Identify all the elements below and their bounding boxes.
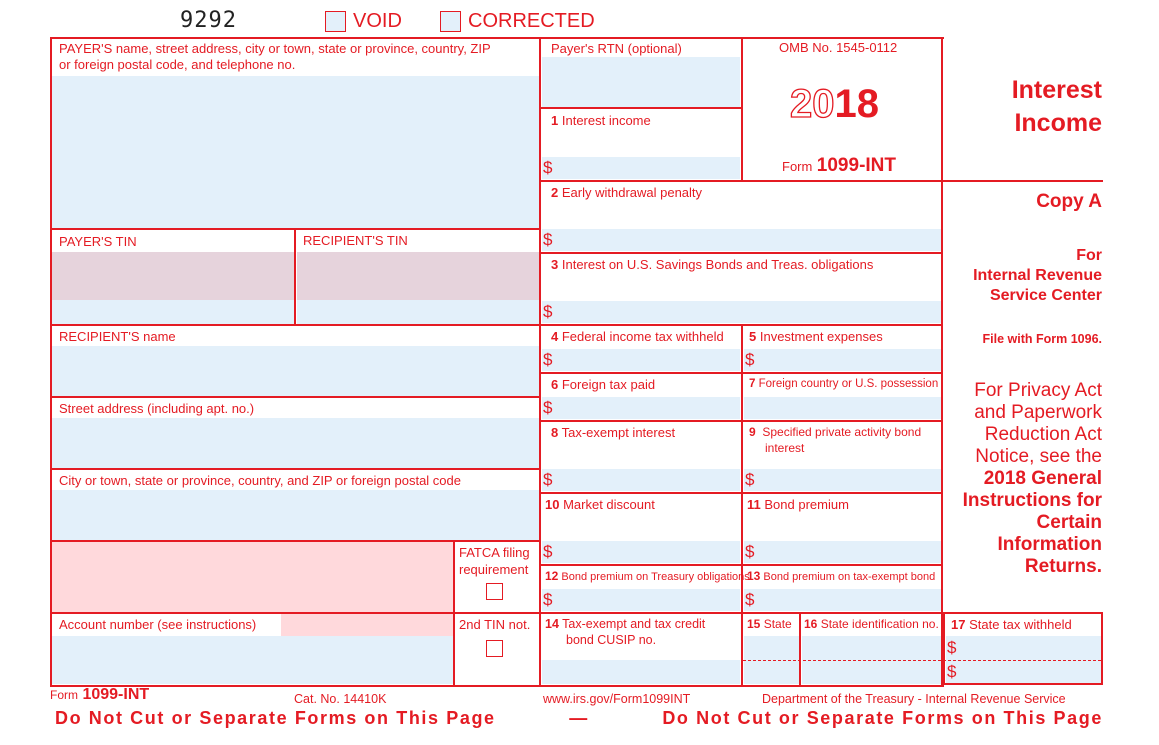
street-address-label: Street address (including apt. no.) bbox=[59, 401, 255, 416]
tax-year-outline: 20 bbox=[790, 82, 835, 126]
box5-label: 5 Investment expenses bbox=[749, 329, 883, 344]
box12-label: 12 Bond premium on Treasury obligations bbox=[545, 569, 750, 583]
box9-dollar: $ bbox=[745, 470, 755, 489]
payer-tin-label: PAYER'S TIN bbox=[59, 234, 137, 249]
payer-name-label: PAYER'S name, street address, city or town, state or province, country, ZIP bbox=[59, 41, 491, 56]
void-label: VOID bbox=[353, 10, 402, 32]
box9-label: 9 Specified private activity bond bbox=[749, 425, 922, 439]
omb-number: OMB No. 1545-0112 bbox=[779, 40, 898, 55]
box17-dollar-2: $ bbox=[947, 662, 957, 681]
box10-dollar: $ bbox=[543, 542, 553, 561]
box11-dollar: $ bbox=[745, 542, 755, 561]
omb-form-name: Form 1099-INT bbox=[782, 155, 896, 176]
box1-label: 1 Interest income bbox=[551, 113, 651, 128]
void-checkbox[interactable] bbox=[325, 11, 346, 32]
corrected-checkbox[interactable] bbox=[440, 11, 461, 32]
second-tin-checkbox[interactable] bbox=[486, 640, 503, 657]
box14-label-2: bond CUSIP no. bbox=[566, 633, 657, 647]
for-irs: For Internal Revenue Service Center bbox=[973, 247, 1102, 304]
box12-dollar: $ bbox=[543, 590, 553, 609]
box16-label: 16 State identification no. bbox=[804, 617, 939, 631]
department: Department of the Treasury - Internal Revenue Service bbox=[762, 692, 1066, 706]
box5-dollar: $ bbox=[745, 350, 755, 369]
box2-dollar: $ bbox=[543, 230, 553, 249]
box17-label: 17 State tax withheld bbox=[951, 617, 1072, 632]
recipient-tin-label: RECIPIENT'S TIN bbox=[303, 233, 408, 248]
corrected-label: CORRECTED bbox=[468, 10, 595, 32]
box4-dollar: $ bbox=[543, 350, 553, 369]
tax-year bbox=[790, 82, 879, 126]
copy-a: Copy A bbox=[1036, 191, 1102, 212]
box6-dollar: $ bbox=[543, 398, 553, 417]
account-number-label: Account number (see instructions) bbox=[59, 617, 257, 632]
box1-dollar: $ bbox=[543, 158, 553, 177]
fatca-label-2: requirement bbox=[459, 562, 529, 577]
fatca-label: FATCA filing bbox=[459, 545, 530, 560]
box3-dollar: $ bbox=[543, 302, 553, 321]
box9-label-2: interest bbox=[765, 441, 805, 455]
box2-label: 2 Early withdrawal penalty bbox=[551, 185, 703, 200]
city-label: City or town, state or province, country, and ZIP or foreign postal code bbox=[59, 473, 461, 488]
fatca-checkbox[interactable] bbox=[486, 583, 503, 600]
box15-label: 15 State bbox=[747, 617, 792, 631]
second-tin-label: 2nd TIN not. bbox=[459, 617, 531, 632]
box11-label: 11 Bond premium bbox=[747, 497, 849, 512]
title: Interest Income bbox=[1011, 76, 1102, 137]
box4-label: 4 Federal income tax withheld bbox=[551, 329, 724, 344]
box8-dollar: $ bbox=[543, 470, 553, 489]
form-code: 9292 bbox=[180, 8, 237, 33]
box17-dollar-1: $ bbox=[947, 638, 957, 657]
box14-label: 14 Tax-exempt and tax credit bbox=[545, 617, 706, 631]
privacy-notice: For Privacy Act and Paperwork Reduction Act Notice, see the 2018 General Instructions for Certain Information Returns. bbox=[962, 380, 1102, 577]
cat-no: Cat. No. 14410K bbox=[294, 692, 387, 706]
box10-label: 10 Market discount bbox=[545, 497, 655, 512]
tax-year-solid: 18 bbox=[834, 82, 879, 126]
recipient-name-label: RECIPIENT'S name bbox=[59, 329, 176, 344]
box6-label: 6 Foreign tax paid bbox=[551, 377, 656, 392]
footer-form-name: Form 1099-INT bbox=[50, 686, 150, 703]
box13-dollar: $ bbox=[745, 590, 755, 609]
do-not-cut: Do Not Cut or Separate Forms on This Page — Do Not Cut or Separate Forms on This Page bbox=[55, 708, 1103, 728]
payer-name-label-2: or foreign postal code, and telephone no. bbox=[59, 57, 296, 72]
irs-url: www.irs.gov/Form1099INT bbox=[543, 692, 691, 706]
box13-label: 13 Bond premium on tax-exempt bond bbox=[747, 569, 936, 583]
file-with: File with Form 1096. bbox=[982, 332, 1102, 346]
box8-label: 8 Tax-exempt interest bbox=[551, 425, 676, 440]
box7-label: 7 Foreign country or U.S. possession bbox=[749, 378, 939, 390]
payer-rtn-label: Payer's RTN (optional) bbox=[551, 41, 682, 56]
box3-label: 3 Interest on U.S. Savings Bonds and Treas. obligations bbox=[551, 257, 874, 272]
